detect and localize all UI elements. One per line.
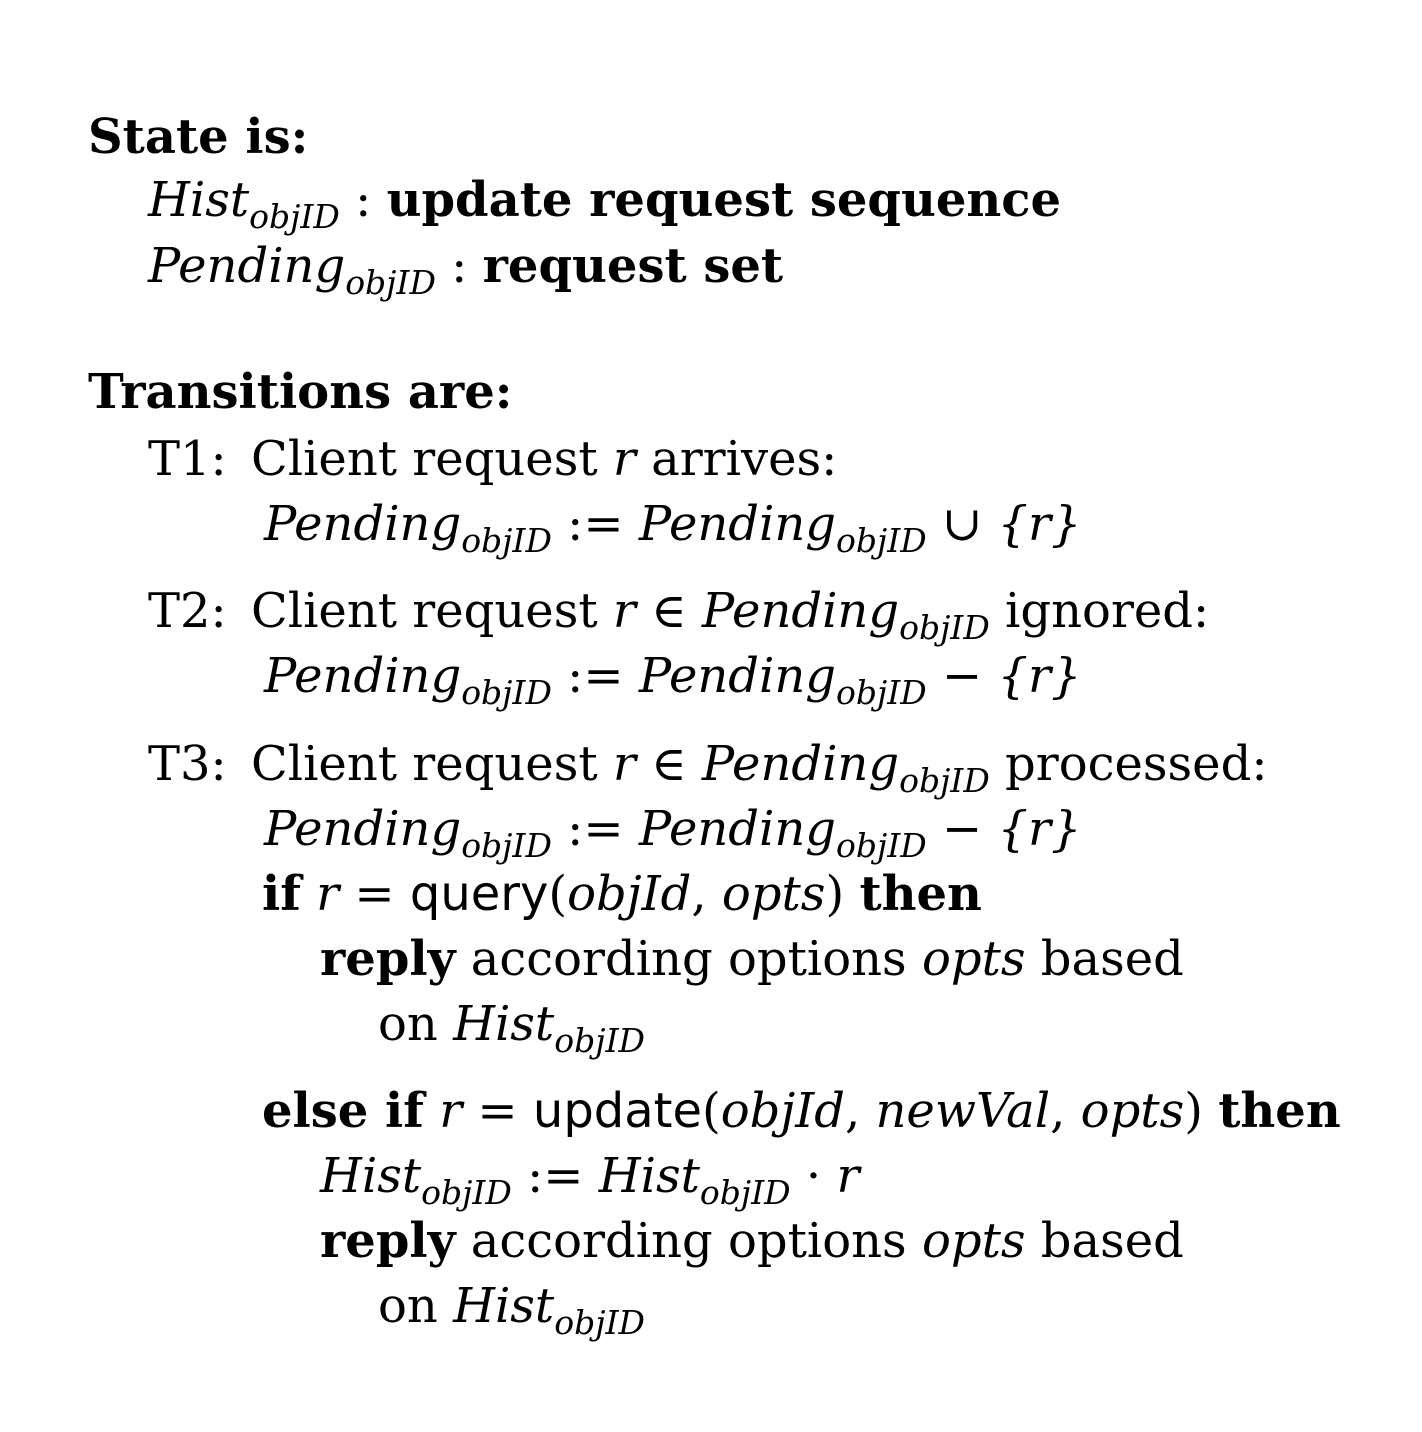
colon: :: [355, 172, 372, 228]
subscript: objID: [461, 521, 552, 560]
t2-desc-a: Client request: [251, 583, 613, 639]
set-r: {r}: [997, 648, 1082, 704]
state-pending-line: [148, 238, 784, 302]
state-hist-line: [148, 172, 1062, 236]
hist-var: Hist: [598, 1148, 700, 1204]
dot-op: ·: [805, 1148, 822, 1204]
opts-var: opts: [921, 1213, 1026, 1269]
equals-op: =: [477, 1083, 518, 1139]
subscript: objID: [345, 263, 436, 302]
lparen: (: [702, 1083, 721, 1139]
assign-op: :=: [567, 801, 624, 857]
subscript: objID: [836, 673, 927, 712]
pending-var: Pending: [148, 238, 346, 294]
set-r: {r}: [997, 801, 1082, 857]
pending-type: request set: [482, 238, 784, 294]
pending-var: Pending: [264, 496, 462, 552]
t2-desc-b: ignored:: [989, 583, 1210, 639]
hist-assign-line: [320, 1148, 860, 1212]
lparen: (: [548, 866, 568, 922]
opts-var: opts: [921, 931, 1026, 987]
assign-op: :=: [567, 648, 624, 704]
reply-text-a: according options: [455, 1213, 922, 1269]
r-var: r: [439, 1083, 463, 1139]
if-query-line: [262, 866, 982, 922]
pending-var: Pending: [701, 736, 900, 792]
subscript: objID: [461, 826, 552, 865]
r-var: r: [612, 431, 636, 487]
t1-desc-a: Client request: [251, 431, 613, 487]
t2-line: [148, 583, 1210, 647]
rparen: ): [1184, 1083, 1203, 1139]
t2-formula: [264, 648, 1082, 712]
t3-line: [148, 736, 1268, 800]
reply-text-b: based: [1025, 1213, 1184, 1269]
colon: :: [451, 238, 468, 294]
kw-reply: reply: [320, 1213, 456, 1269]
pending-var: Pending: [638, 648, 837, 704]
subscript: objID: [699, 1173, 791, 1212]
on-word: on: [378, 996, 454, 1052]
opts-arg: opts: [1080, 1083, 1185, 1139]
reply-text-a: according options: [455, 931, 922, 987]
objid-arg: objId: [567, 866, 692, 922]
subscript: objID: [554, 1021, 645, 1060]
equals-op: =: [354, 866, 395, 922]
query-fn: query: [409, 866, 549, 922]
kw-then: then: [1218, 1083, 1341, 1139]
hist-var: Hist: [453, 996, 555, 1052]
r-var: r: [612, 736, 636, 792]
hist-type: update request sequence: [386, 172, 1062, 228]
subscript: objID: [554, 1303, 645, 1342]
objid-arg: objId: [720, 1083, 845, 1139]
r-var: r: [612, 583, 636, 639]
pending-var: Pending: [638, 801, 837, 857]
on-hist-line: [378, 996, 645, 1060]
set-r: {r}: [997, 496, 1082, 552]
comma: ,: [691, 866, 707, 922]
subscript: objID: [461, 673, 552, 712]
t1-label: T1:: [148, 431, 227, 487]
kw-reply: reply: [320, 931, 456, 987]
t1-formula: [264, 496, 1082, 560]
hist-var: Hist: [148, 172, 250, 228]
opts-arg: opts: [721, 866, 826, 922]
pending-var: Pending: [701, 583, 900, 639]
r-var: r: [836, 1148, 860, 1204]
pending-var: Pending: [264, 648, 462, 704]
t2-label: T2:: [148, 583, 227, 639]
subscript: objID: [899, 608, 990, 647]
t3-desc-b: processed:: [989, 736, 1268, 792]
update-fn: update: [532, 1083, 703, 1139]
subscript: objID: [836, 521, 927, 560]
element-of-op: ∈: [651, 736, 687, 792]
t3-desc-a: Client request: [251, 736, 613, 792]
hist-var: Hist: [320, 1148, 422, 1204]
element-of-op: ∈: [651, 583, 687, 639]
subscript: objID: [421, 1173, 512, 1212]
on-hist-line-2: [378, 1278, 645, 1342]
minus-op: −: [942, 801, 983, 857]
on-word: on: [378, 1278, 454, 1334]
minus-op: −: [942, 648, 983, 704]
t1-desc-b: arrives:: [635, 431, 838, 487]
kw-else-if: else if: [262, 1083, 424, 1139]
state-header: State is:: [88, 109, 309, 165]
subscript: objID: [249, 197, 340, 236]
else-if-update-line: [262, 1083, 1341, 1139]
assign-op: :=: [527, 1148, 584, 1204]
r-var: r: [316, 866, 340, 922]
pending-var: Pending: [638, 496, 837, 552]
kw-then: then: [859, 866, 982, 922]
reply-update-line: [320, 1213, 1184, 1269]
transitions-header: Transitions are:: [88, 364, 513, 420]
hist-var: Hist: [453, 1278, 555, 1334]
subscript: objID: [899, 761, 990, 800]
kw-if: if: [262, 866, 301, 922]
t3-formula: [264, 801, 1082, 865]
comma: ,: [1050, 1083, 1066, 1139]
union-op: ∪: [942, 496, 983, 552]
comma: ,: [844, 1083, 861, 1139]
newval-arg: newVal: [875, 1083, 1051, 1139]
assign-op: :=: [567, 496, 624, 552]
t3-label: T3:: [148, 736, 227, 792]
rparen: ): [825, 866, 845, 922]
pending-var: Pending: [264, 801, 462, 857]
subscript: objID: [836, 826, 927, 865]
reply-query-line: [320, 931, 1184, 987]
reply-text-b: based: [1025, 931, 1184, 987]
t1-line: [148, 431, 838, 487]
